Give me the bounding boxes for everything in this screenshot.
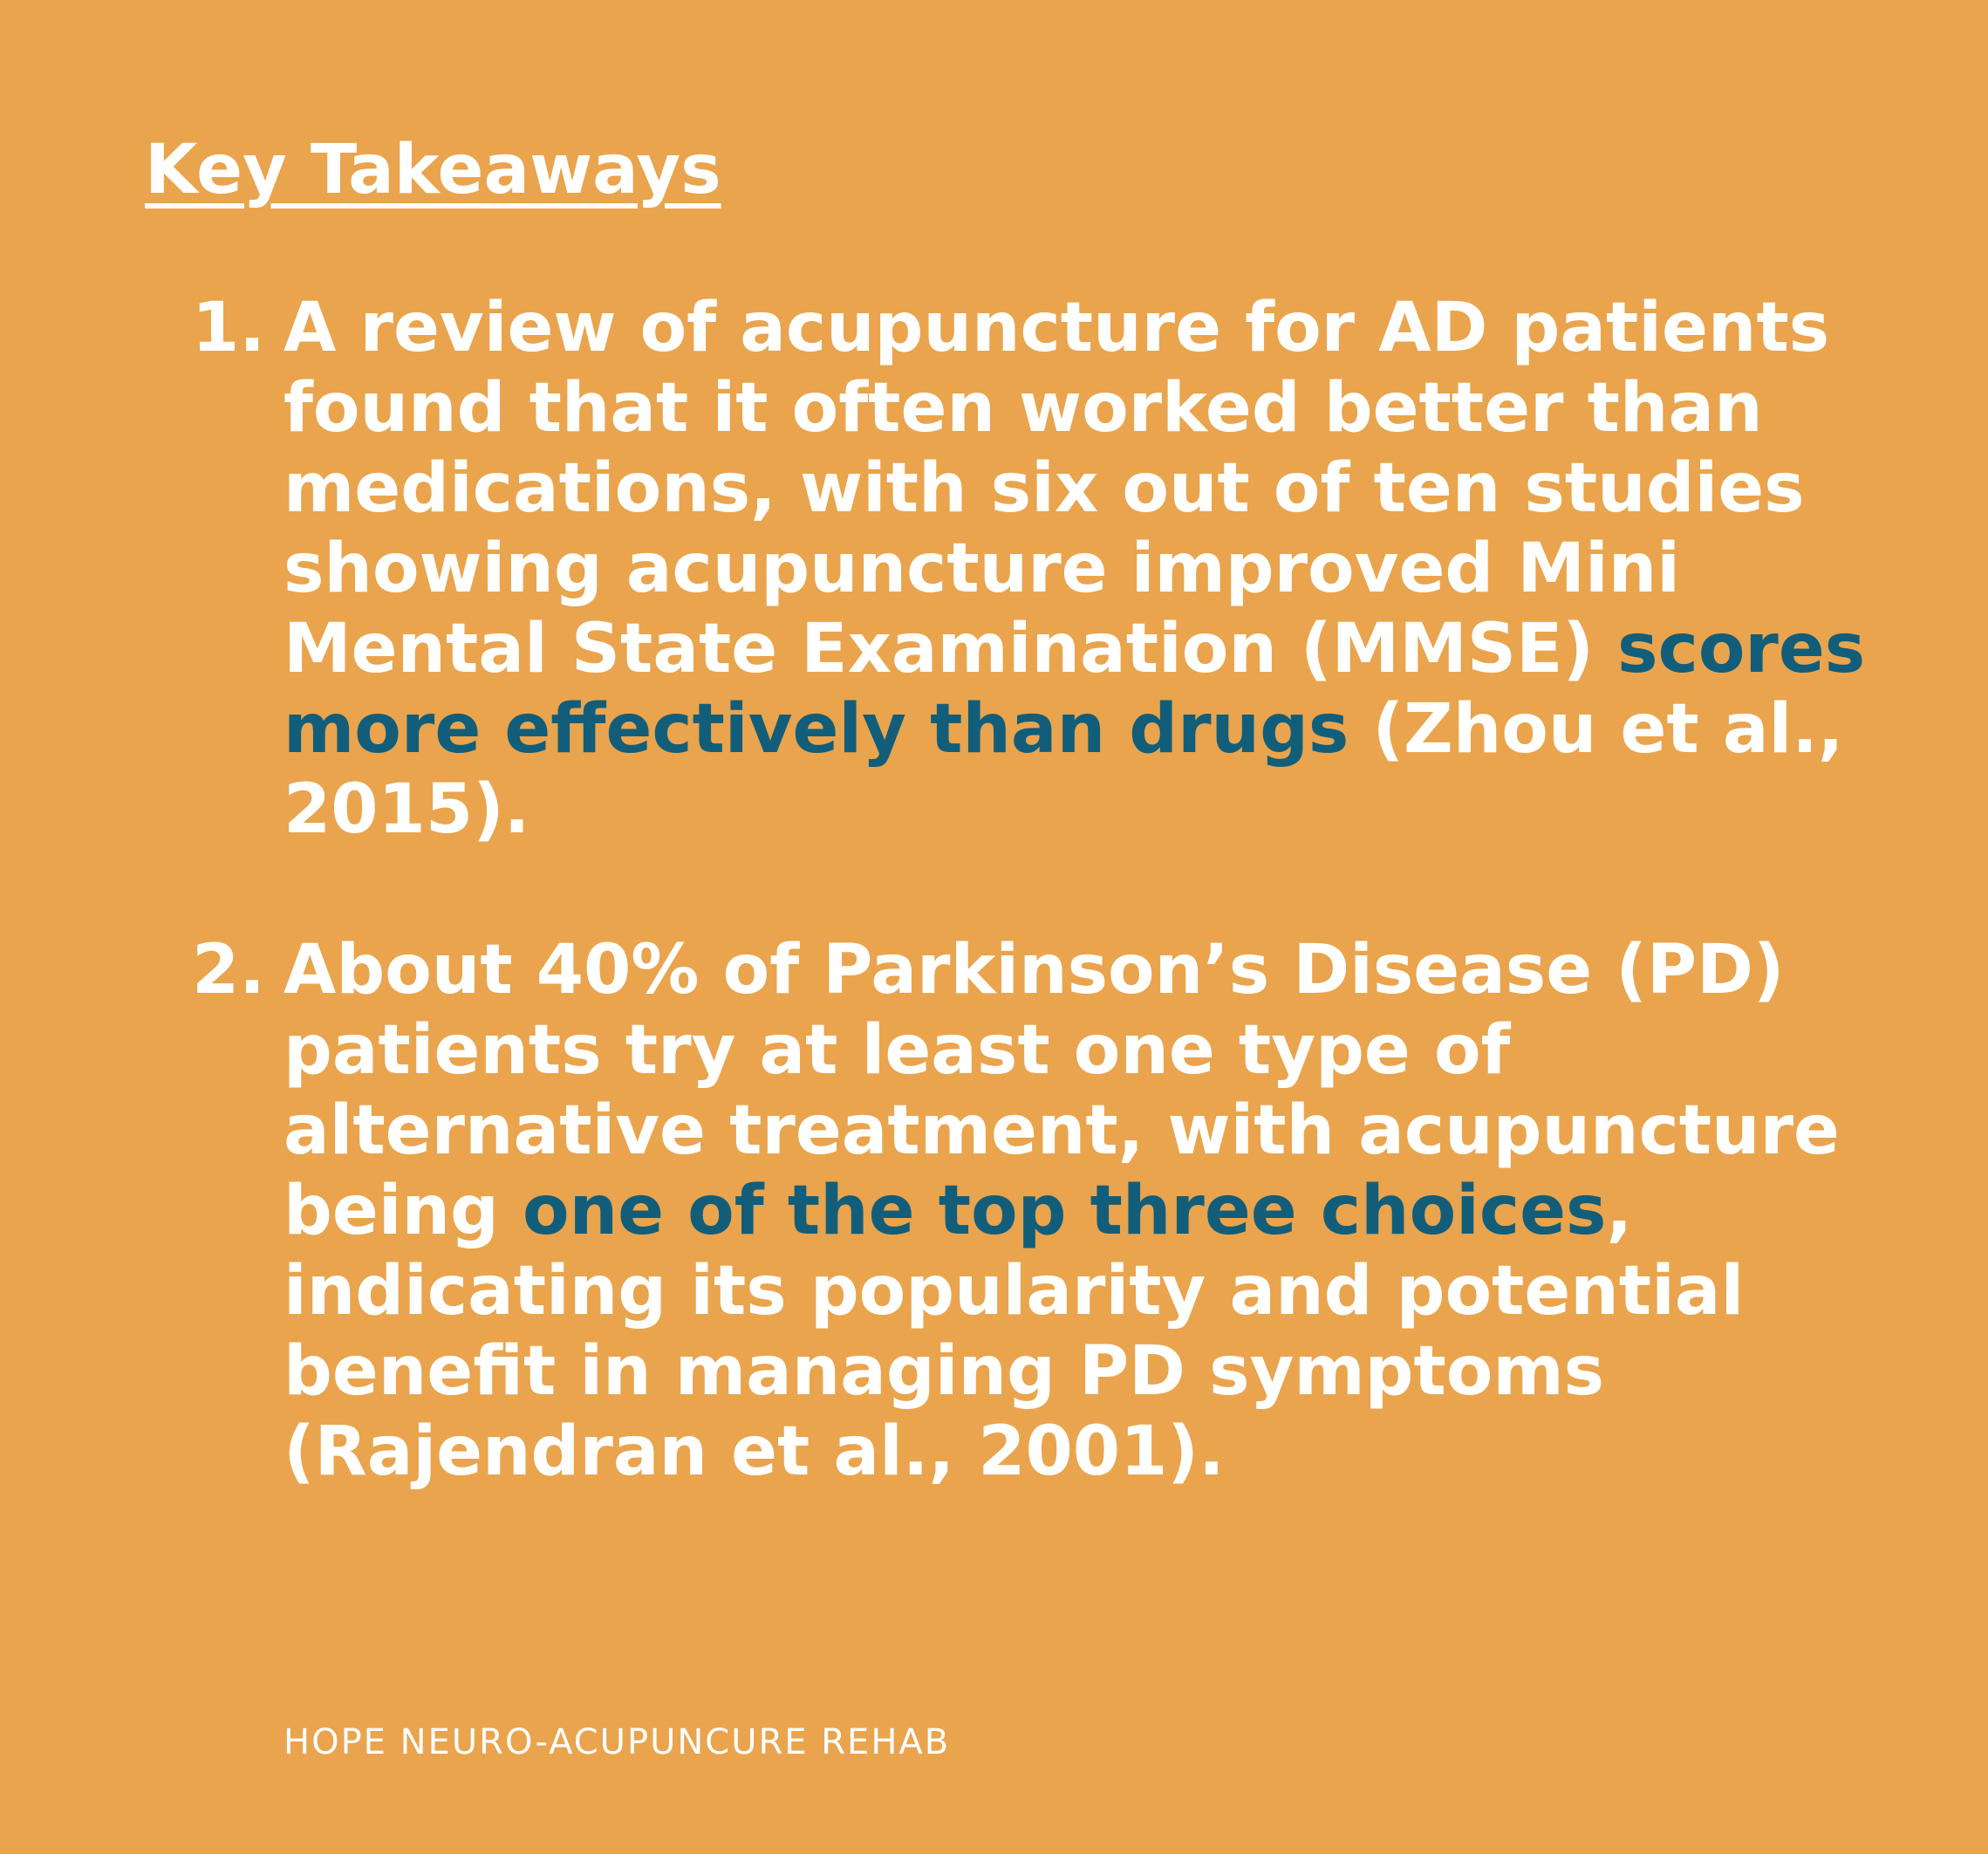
takeaway-text-after: (Zhou et al., 2015). — [284, 690, 1844, 849]
takeaways-list — [192, 288, 1893, 1572]
takeaway-number: 2. — [192, 931, 265, 1009]
takeaway-item — [192, 288, 1893, 850]
key-takeaways-heading: Key Takeaways — [145, 131, 721, 209]
takeaway-highlight: one of the top three choices — [523, 1172, 1607, 1250]
footer-brand: HOPE NEURO-ACUPUNCURE REHAB — [284, 1722, 951, 1762]
takeaway-text — [284, 289, 1865, 849]
takeaway-number: 1. — [192, 289, 265, 367]
takeaway-text — [284, 931, 1840, 1491]
takeaway-item — [192, 930, 1893, 1492]
takeaway-highlight: scores more effectively than drugs — [284, 610, 1866, 769]
takeaway-text-before: About 40% of Parkinson’s Disease (PD) patients try at least one type of alternative treatment, with acupuncture being — [284, 931, 1840, 1250]
takeaway-text-after: , indicating its popularity and potential benefit in managing PD symptoms (Rajendran et al., 2001). — [284, 1172, 1745, 1491]
takeaway-text-before: A review of acupuncture for AD patients found that it often worked better than medications, with six out of ten studies showing acupuncture improved Mini Mental State Examination (MMSE) — [284, 289, 1830, 688]
